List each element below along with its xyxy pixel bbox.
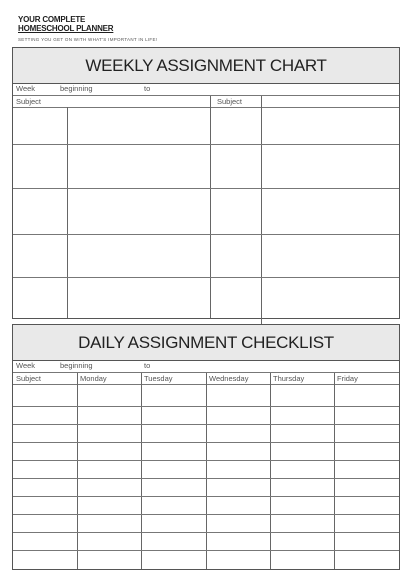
daily-row-line <box>13 478 399 479</box>
daily-col-divider <box>270 373 271 569</box>
weekly-week-row <box>13 83 399 96</box>
weekly-row-line <box>13 277 399 278</box>
daily-col-divider <box>77 373 78 569</box>
weekly-to-label: to <box>144 84 151 93</box>
daily-week-row <box>13 360 399 373</box>
daily-col-monday: Monday <box>80 374 107 383</box>
daily-col-friday: Friday <box>337 374 358 383</box>
weekly-header-divider <box>13 107 399 108</box>
daily-col-subject: Subject <box>16 374 42 383</box>
daily-assignment-checklist <box>12 324 400 570</box>
daily-beginning-label: beginning <box>60 361 93 370</box>
weekly-col-divider <box>210 96 211 318</box>
daily-title: DAILY ASSIGNMENT CHECKLIST <box>13 325 399 361</box>
daily-row-line <box>13 496 399 497</box>
daily-row-line <box>13 460 399 461</box>
brand-line-2: HOMESCHOOL PLANNER <box>18 24 114 33</box>
weekly-subject-left-header: Subject <box>16 97 42 106</box>
weekly-week-label: Week <box>16 84 36 93</box>
weekly-assignment-chart <box>12 47 400 319</box>
weekly-row-line <box>13 188 399 189</box>
weekly-title: WEEKLY ASSIGNMENT CHART <box>13 48 399 84</box>
daily-col-wednesday: Wednesday <box>209 374 249 383</box>
weekly-col-divider <box>67 107 68 318</box>
weekly-row-line <box>13 144 399 145</box>
daily-col-divider <box>141 373 142 569</box>
daily-col-tuesday: Tuesday <box>144 374 173 383</box>
brand-line-1: YOUR COMPLETE <box>18 15 86 24</box>
daily-to-label: to <box>144 361 151 370</box>
weekly-row-line <box>13 234 399 235</box>
daily-row-line <box>13 442 399 443</box>
tagline: SETTING YOU GET ON WITH WHAT'S IMPORTANT IN LIFE! <box>18 37 158 42</box>
daily-col-thursday: Thursday <box>273 374 305 383</box>
daily-row-line <box>13 406 399 407</box>
weekly-beginning-label: beginning <box>60 84 93 93</box>
daily-row-line <box>13 424 399 425</box>
daily-row-line <box>13 514 399 515</box>
weekly-subject-right-header: Subject <box>217 97 243 106</box>
daily-col-divider <box>334 373 335 569</box>
daily-col-divider <box>206 373 207 569</box>
weekly-col-divider <box>261 96 262 330</box>
daily-row-line <box>13 532 399 533</box>
daily-week-label: Week <box>16 361 36 370</box>
daily-row-line <box>13 550 399 551</box>
planner-brand <box>18 15 113 33</box>
